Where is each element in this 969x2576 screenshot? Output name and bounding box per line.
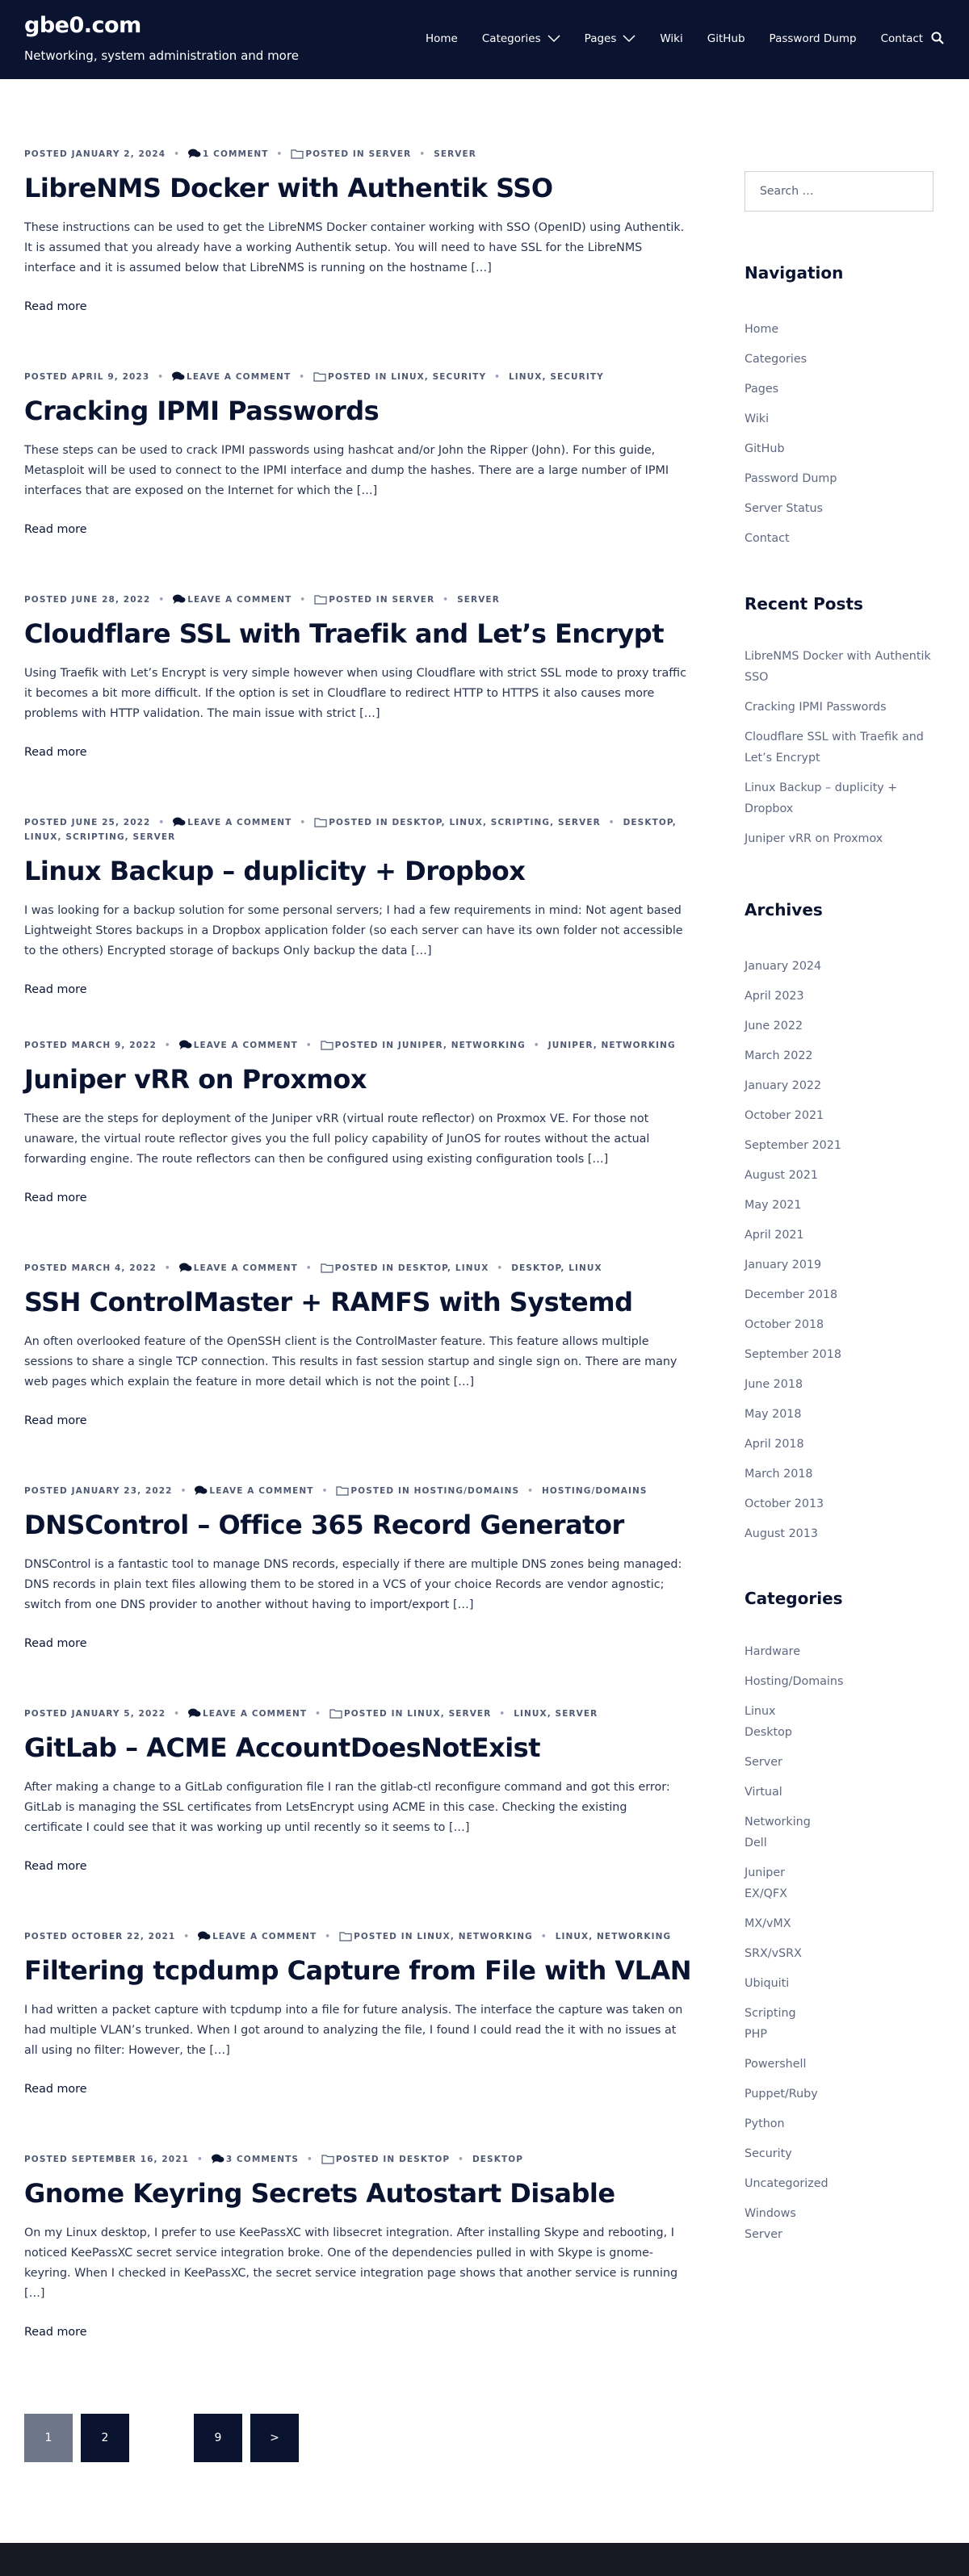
post-comments-link[interactable]: LEAVE A COMMENT — [187, 595, 292, 605]
post-item — [24, 1484, 686, 1707]
category-link[interactable]: Uncategorized — [745, 2177, 828, 2190]
category-link[interactable]: Networking — [745, 1816, 811, 1828]
category-link[interactable]: Scripting — [745, 2007, 796, 2020]
nav-item-home[interactable] — [426, 32, 458, 45]
post-item — [24, 2152, 686, 2375]
folder-icon — [336, 1485, 349, 1496]
nav-item-label: Wiki — [660, 32, 683, 45]
nav-item-categories[interactable] — [482, 32, 560, 45]
archive-link[interactable]: August 2021 — [745, 1169, 818, 1182]
post-comments-link[interactable]: LEAVE A COMMENT — [193, 1263, 298, 1273]
chevron-down-icon — [547, 35, 560, 43]
folder-icon — [321, 1040, 333, 1050]
category-link[interactable]: Desktop — [745, 1726, 792, 1739]
category-link[interactable]: Hosting/Domains — [745, 1675, 844, 1688]
post-comments-link[interactable]: 3 COMMENTS — [225, 2155, 300, 2164]
category-link[interactable]: Server — [745, 1756, 782, 1769]
post-item — [24, 815, 686, 1038]
post-meta: POSTED JANUARY 5, 2022 • LEAVE A COMMENT • POSTED IN LINUX, SERVER • LINUX, SERVER — [24, 1709, 598, 1719]
post-meta: POSTED MARCH 4, 2022 • LEAVE A COMMENT • POSTED IN DESKTOP, LINUX • DESKTOP, LINUX — [24, 1263, 602, 1273]
post-categories[interactable]: POSTED IN LINUX, SECURITY — [328, 372, 487, 382]
recent-post-link[interactable]: Cracking IPMI Passwords — [745, 701, 887, 714]
post-title[interactable]: Cloudflare SSL with Traefik and Let’s Encrypt — [24, 618, 664, 649]
archive-link[interactable]: April 2018 — [745, 1438, 804, 1451]
archive-link[interactable]: December 2018 — [745, 1288, 838, 1301]
comments-icon — [179, 1039, 192, 1050]
main-nav — [426, 31, 947, 47]
post-comments-link[interactable]: LEAVE A COMMENT — [203, 1709, 308, 1719]
post-excerpt: These instructions can be used to get the LibreNMS Docker container working with SSO (OpenID) using Authentik. It is assumed that you already have a working Authentik setup. You will need to have SSL for the LibreNMS interface and it is assumed below that LibreNMS is running on the hostname […] — [24, 221, 685, 274]
post-item — [24, 1261, 686, 1484]
post-date[interactable]: POSTED APRIL 9, 2023 — [24, 372, 150, 382]
site-footer — [0, 2543, 969, 2576]
folder-icon — [321, 2154, 334, 2164]
read-more-link[interactable]: Read more — [24, 2083, 87, 2096]
sidebar-nav-link[interactable]: Password Dump — [745, 472, 837, 485]
comments-icon — [179, 1262, 192, 1273]
archive-link[interactable]: April 2021 — [745, 1229, 804, 1242]
post-meta: POSTED SEPTEMBER 16, 2021 • 3 COMMENTS • POSTED IN DESKTOP • DESKTOP — [24, 2155, 524, 2164]
post-excerpt: I had written a packet capture with tcpdump into a file for future analysis. The interface the capture was taken on had multiple VLAN’s trunked. When I got around to analyzing the file, I found I could read the it with no issues at all using no filter: However, the […] — [24, 2004, 683, 2057]
post-categories[interactable]: POSTED IN JUNIPER, NETWORKING — [334, 1041, 526, 1050]
folder-icon — [314, 594, 327, 605]
folder-icon — [321, 1263, 333, 1273]
post-date[interactable]: POSTED JANUARY 5, 2022 — [24, 1709, 166, 1719]
post-tags[interactable]: SERVER — [434, 149, 476, 159]
post-title[interactable]: Gnome Keyring Secrets Autostart Disable — [24, 2178, 615, 2209]
post-date[interactable]: POSTED JANUARY 23, 2022 — [24, 1486, 173, 1496]
category-link[interactable]: Linux — [745, 1705, 776, 1718]
category-link[interactable]: Virtual — [745, 1786, 782, 1799]
archive-link[interactable]: September 2021 — [745, 1139, 841, 1152]
widget-title-categories: Categories — [745, 1589, 843, 1608]
post-title[interactable]: Cracking IPMI Passwords — [24, 396, 380, 426]
post-categories[interactable]: POSTED IN DESKTOP, LINUX — [334, 1263, 489, 1273]
post-date[interactable]: POSTED MARCH 9, 2022 — [24, 1041, 157, 1050]
category-link[interactable]: PHP — [745, 2028, 767, 2041]
archives-list — [745, 952, 933, 1549]
nav-item-label: GitHub — [707, 32, 745, 45]
nav-item-label: Contact — [880, 32, 924, 45]
category-link[interactable]: SRX/vSRX — [745, 1947, 802, 1960]
archive-link[interactable]: October 2021 — [745, 1109, 824, 1122]
post-comments-link[interactable]: LEAVE A COMMENT — [187, 818, 292, 827]
comments-icon — [195, 1485, 208, 1496]
post-title[interactable]: LibreNMS Docker with Authentik SSO — [24, 173, 553, 203]
widget-title-archives: Archives — [745, 900, 823, 919]
post-title[interactable]: Filtering tcpdump Capture from File with VLAN — [24, 1955, 692, 1986]
post-excerpt: These steps can be used to crack IPMI passwords using hashcat and/or John the Ripper (John). For this guide, Metasploit will be used to connect to the IPMI interface and dump the hashes. There are a large number of IPMI interfaces that are exposed on the Internet for which the […] — [24, 444, 669, 497]
folder-icon — [314, 817, 327, 827]
pagination-gap — [137, 2414, 186, 2462]
post-meta: POSTED JANUARY 2, 2024 • 1 COMMENT • POSTED IN SERVER • SERVER — [24, 149, 476, 159]
next-page-button[interactable]: > — [250, 2414, 299, 2462]
category-link[interactable]: Powershell — [745, 2058, 807, 2071]
sidebar-nav-link[interactable]: Wiki — [745, 413, 770, 425]
post-tags[interactable]: DESKTOP — [472, 2155, 524, 2164]
archive-link[interactable]: March 2022 — [745, 1049, 813, 1062]
nav-item-label: Pages — [584, 32, 617, 45]
post-item — [24, 370, 686, 593]
read-more-link[interactable]: Read more — [24, 300, 87, 313]
post-categories[interactable]: POSTED IN SERVER — [305, 149, 412, 159]
read-more-link[interactable]: Read more — [24, 2326, 87, 2339]
post-title[interactable]: SSH ControlMaster + RAMFS with Systemd — [24, 1287, 633, 1317]
post-item — [24, 593, 686, 815]
post-excerpt: An often overlooked feature of the OpenSSH client is the ControlMaster feature. This feature allows multiple sessions to share a single TCP connection. This results in fast session startup and single sign on. There are many web pages which explain the feature in more detail which is not the point […] — [24, 1335, 677, 1389]
post-date[interactable]: POSTED OCTOBER 22, 2021 — [24, 1932, 176, 1941]
search-input[interactable] — [745, 171, 933, 212]
read-more-link[interactable]: Read more — [24, 1414, 87, 1427]
nav-item-label: Home — [426, 32, 458, 45]
post-tags[interactable]: DESKTOP, LINUX, SCRIPTING, SERVER — [24, 818, 677, 842]
comments-icon — [198, 1930, 211, 1941]
sidebar-nav-link[interactable]: Pages — [745, 383, 779, 396]
comments-icon — [212, 2153, 224, 2164]
post-comments-link[interactable]: LEAVE A COMMENT — [193, 1041, 298, 1050]
category-link[interactable]: Ubiquiti — [745, 1977, 790, 1990]
post-tags[interactable]: DESKTOP, LINUX — [511, 1263, 602, 1273]
site-description: Networking, system administration and more — [24, 48, 299, 63]
post-date[interactable]: POSTED JUNE 25, 2022 — [24, 818, 151, 827]
post-excerpt: I was looking for a backup solution for some personal servers; I had a few requirements in mind: Not agent based Lightweight Stores backups in a Dropbox application folder (so each server can have its own folder not accessible to the others) Encrypted storage of backups Only backup the data […] — [24, 904, 683, 957]
archive-link[interactable]: May 2018 — [745, 1408, 802, 1421]
archive-link[interactable]: May 2021 — [745, 1199, 802, 1212]
recent-post-link[interactable]: LibreNMS Docker with Authentik SSO — [745, 650, 931, 684]
widget-title-recent-posts: Recent Posts — [745, 594, 863, 614]
post-item — [24, 1038, 686, 1261]
post-tags[interactable]: LINUX, SERVER — [514, 1709, 598, 1719]
category-link[interactable]: Python — [745, 2117, 785, 2130]
read-more-link[interactable]: Read more — [24, 1192, 87, 1204]
post-title[interactable]: GitLab – ACME AccountDoesNotExist — [24, 1732, 541, 1763]
comments-icon — [188, 148, 201, 159]
archive-link[interactable]: October 2013 — [745, 1497, 824, 1510]
post-meta: POSTED JANUARY 23, 2022 • LEAVE A COMMENT • POSTED IN HOSTING/DOMAINS • HOSTING/DOMAINS — [24, 1486, 648, 1496]
read-more-link[interactable]: Read more — [24, 1637, 87, 1650]
sidebar-nav-link[interactable]: Categories — [745, 353, 808, 366]
post-categories[interactable]: POSTED IN LINUX, SERVER — [343, 1709, 492, 1719]
archive-link[interactable]: June 2022 — [745, 1020, 803, 1032]
recent-post-link[interactable]: Linux Backup – duplicity + Dropbox — [745, 781, 898, 815]
category-link[interactable]: Security — [745, 2147, 792, 2160]
post-date[interactable]: POSTED JANUARY 2, 2024 — [24, 149, 166, 159]
sidebar-nav-link[interactable]: GitHub — [745, 442, 785, 455]
sidebar-nav-link[interactable]: Home — [745, 323, 779, 336]
pagination — [24, 2414, 307, 2462]
page-link[interactable]: 2 — [81, 2414, 129, 2462]
comments-icon — [173, 816, 186, 827]
nav-item-label: Password Dump — [769, 32, 857, 45]
nav-item-wiki[interactable] — [660, 32, 682, 45]
post-title[interactable]: Linux Backup – duplicity + Dropbox — [24, 856, 526, 886]
post-excerpt: On my Linux desktop, I prefer to use KeePassXC with libsecret integration. After installing Skype and rebooting, I noticed KeePassXC secret service integration broke. One of the dependencies pulled in with Skype is gnome-keyring. When I checked in KeePassXC, the secret service integration page shows that another service is running […] — [24, 2226, 678, 2300]
post-categories[interactable]: POSTED IN DESKTOP, LINUX, SCRIPTING, SERVER — [329, 818, 601, 827]
read-more-link[interactable]: Read more — [24, 746, 87, 759]
category-link[interactable]: Windows — [745, 2207, 796, 2220]
search-icon[interactable] — [930, 31, 945, 45]
recent-posts-list — [745, 646, 933, 858]
page-link-current[interactable]: 1 — [24, 2414, 73, 2462]
post-meta: POSTED APRIL 9, 2023 • LEAVE A COMMENT • POSTED IN LINUX, SECURITY • LINUX, SECURITY — [24, 372, 604, 382]
category-link[interactable]: Server — [745, 2228, 782, 2241]
folder-icon — [339, 1931, 352, 1941]
read-more-link[interactable]: Read more — [24, 1860, 87, 1873]
nav-item-github[interactable] — [707, 32, 745, 45]
sidebar-nav-link[interactable]: Server Status — [745, 502, 823, 515]
nav-item-password-dump[interactable] — [770, 32, 857, 45]
category-link[interactable]: Juniper — [745, 1866, 786, 1879]
post-categories[interactable]: POSTED IN SERVER — [329, 595, 435, 605]
category-link[interactable]: MX/vMX — [745, 1917, 791, 1930]
post-list — [24, 147, 692, 2375]
post-excerpt: DNSControl is a fantastic tool to manage DNS records, especially if there are multiple DNS zones being managed: DNS records in plain text files allowing them to be stored in a VCS of your choice Records are vendor agnostic; switch from one DNS provider to another without having to import/export […] — [24, 1558, 682, 1611]
post-excerpt: Using Traefik with Let’s Encrypt is very simple however when using Cloudflare with strict SSL mode to proxy traffic it becomes a bit more difficult. If the option is set in Cloudflare to redirect HTTP to HTTPS it also causes more problems with HTTP validation. The main issue with strict […] — [24, 667, 686, 720]
post-tags[interactable]: JUNIPER, NETWORKING — [547, 1041, 676, 1050]
categories-list — [745, 1641, 933, 2254]
category-link[interactable]: Dell — [745, 1837, 767, 1849]
nav-item-pages[interactable] — [585, 32, 636, 45]
post-tags[interactable]: LINUX, SECURITY — [508, 372, 604, 382]
widget-title-navigation: Navigation — [745, 263, 844, 283]
comments-icon — [173, 593, 186, 605]
nav-item-contact[interactable] — [881, 32, 924, 45]
post-meta: POSTED MARCH 9, 2022 • LEAVE A COMMENT • POSTED IN JUNIPER, NETWORKING • JUNIPER, NETWORKING — [24, 1041, 676, 1050]
comments-icon — [188, 1707, 201, 1719]
comments-icon — [172, 371, 185, 382]
post-tags[interactable]: LINUX, NETWORKING — [555, 1932, 672, 1941]
post-tags[interactable]: HOSTING/DOMAINS — [542, 1486, 648, 1496]
post-meta: POSTED JUNE 25, 2022 • LEAVE A COMMENT • POSTED IN DESKTOP, LINUX, SCRIPTING, SERVER • DESKTOP, LINUX, SCRIPTING, SERVER — [24, 818, 677, 842]
post-meta: POSTED JUNE 28, 2022 • LEAVE A COMMENT • POSTED IN SERVER • SERVER — [24, 595, 500, 605]
site-header — [0, 0, 969, 79]
chevron-down-icon — [623, 35, 636, 43]
folder-icon — [329, 1708, 342, 1719]
post-comments-link[interactable]: LEAVE A COMMENT — [187, 372, 292, 382]
post-date[interactable]: POSTED SEPTEMBER 16, 2021 — [24, 2155, 190, 2164]
post-item — [24, 1707, 686, 1929]
post-meta: POSTED OCTOBER 22, 2021 • LEAVE A COMMENT • POSTED IN LINUX, NETWORKING • LINUX, NETWORKING — [24, 1932, 672, 1941]
post-date[interactable]: POSTED JUNE 28, 2022 — [24, 595, 151, 605]
post-title[interactable]: Juniper vRR on Proxmox — [24, 1064, 367, 1095]
archive-link[interactable]: September 2018 — [745, 1348, 841, 1361]
recent-post-link[interactable]: Juniper vRR on Proxmox — [745, 832, 883, 845]
category-link[interactable]: EX/QFX — [745, 1887, 787, 1900]
post-categories[interactable]: POSTED IN LINUX, NETWORKING — [354, 1932, 533, 1941]
post-comments-link[interactable]: 1 COMMENT — [203, 149, 269, 159]
post-title[interactable]: DNSControl – Office 365 Record Generator — [24, 1510, 624, 1540]
site-title[interactable]: gbe0.com — [24, 13, 141, 38]
post-item — [24, 1929, 692, 2152]
post-excerpt: After making a change to a GitLab configuration file I ran the gitlab-ctl reconfigure command and got this error: GitLab is managing the SSL certificates from LetsEncrypt using ACME in this case. Checking the existing certificate I could see that it was working up until recently so it seems to […] — [24, 1781, 670, 1834]
archive-link[interactable]: March 2018 — [745, 1468, 813, 1481]
recent-post-link[interactable]: Cloudflare SSL with Traefik and Let’s Encrypt — [745, 731, 924, 764]
post-comments-link[interactable]: LEAVE A COMMENT — [212, 1932, 317, 1941]
archive-link[interactable]: June 2018 — [745, 1378, 803, 1391]
folder-icon — [313, 371, 326, 382]
archive-link[interactable]: January 2022 — [745, 1079, 822, 1092]
post-categories[interactable]: POSTED IN HOSTING/DOMAINS — [350, 1486, 520, 1496]
folder-icon — [291, 149, 304, 159]
archive-link[interactable]: April 2023 — [745, 990, 804, 1003]
read-more-link[interactable]: Read more — [24, 983, 87, 996]
sidebar-nav-link[interactable]: Contact — [745, 532, 790, 545]
category-link[interactable]: Puppet/Ruby — [745, 2088, 818, 2101]
archive-link[interactable]: January 2019 — [745, 1259, 822, 1271]
post-item — [24, 147, 686, 370]
post-excerpt: These are the steps for deployment of the Juniper vRR (virtual route reflector) on Proxmox VE. For those not unaware, the virtual route reflector gives you the full policy capability of JunOS for routes without the actual forwarding engine. The route reflectors can then be configured using existing configuration tools […] — [24, 1112, 650, 1166]
archive-link[interactable]: October 2018 — [745, 1318, 824, 1331]
post-date[interactable]: POSTED MARCH 4, 2022 — [24, 1263, 157, 1273]
archive-link[interactable]: August 2013 — [745, 1527, 818, 1540]
nav-item-label: Categories — [481, 32, 541, 45]
navigation-list — [745, 315, 933, 554]
page-link[interactable]: 9 — [194, 2414, 242, 2462]
post-tags[interactable]: SERVER — [457, 595, 500, 605]
category-link[interactable]: Hardware — [745, 1645, 801, 1658]
archive-link[interactable]: January 2024 — [745, 960, 822, 973]
post-categories[interactable]: POSTED IN DESKTOP — [335, 2155, 451, 2164]
post-comments-link[interactable]: LEAVE A COMMENT — [209, 1486, 314, 1496]
read-more-link[interactable]: Read more — [24, 523, 87, 536]
